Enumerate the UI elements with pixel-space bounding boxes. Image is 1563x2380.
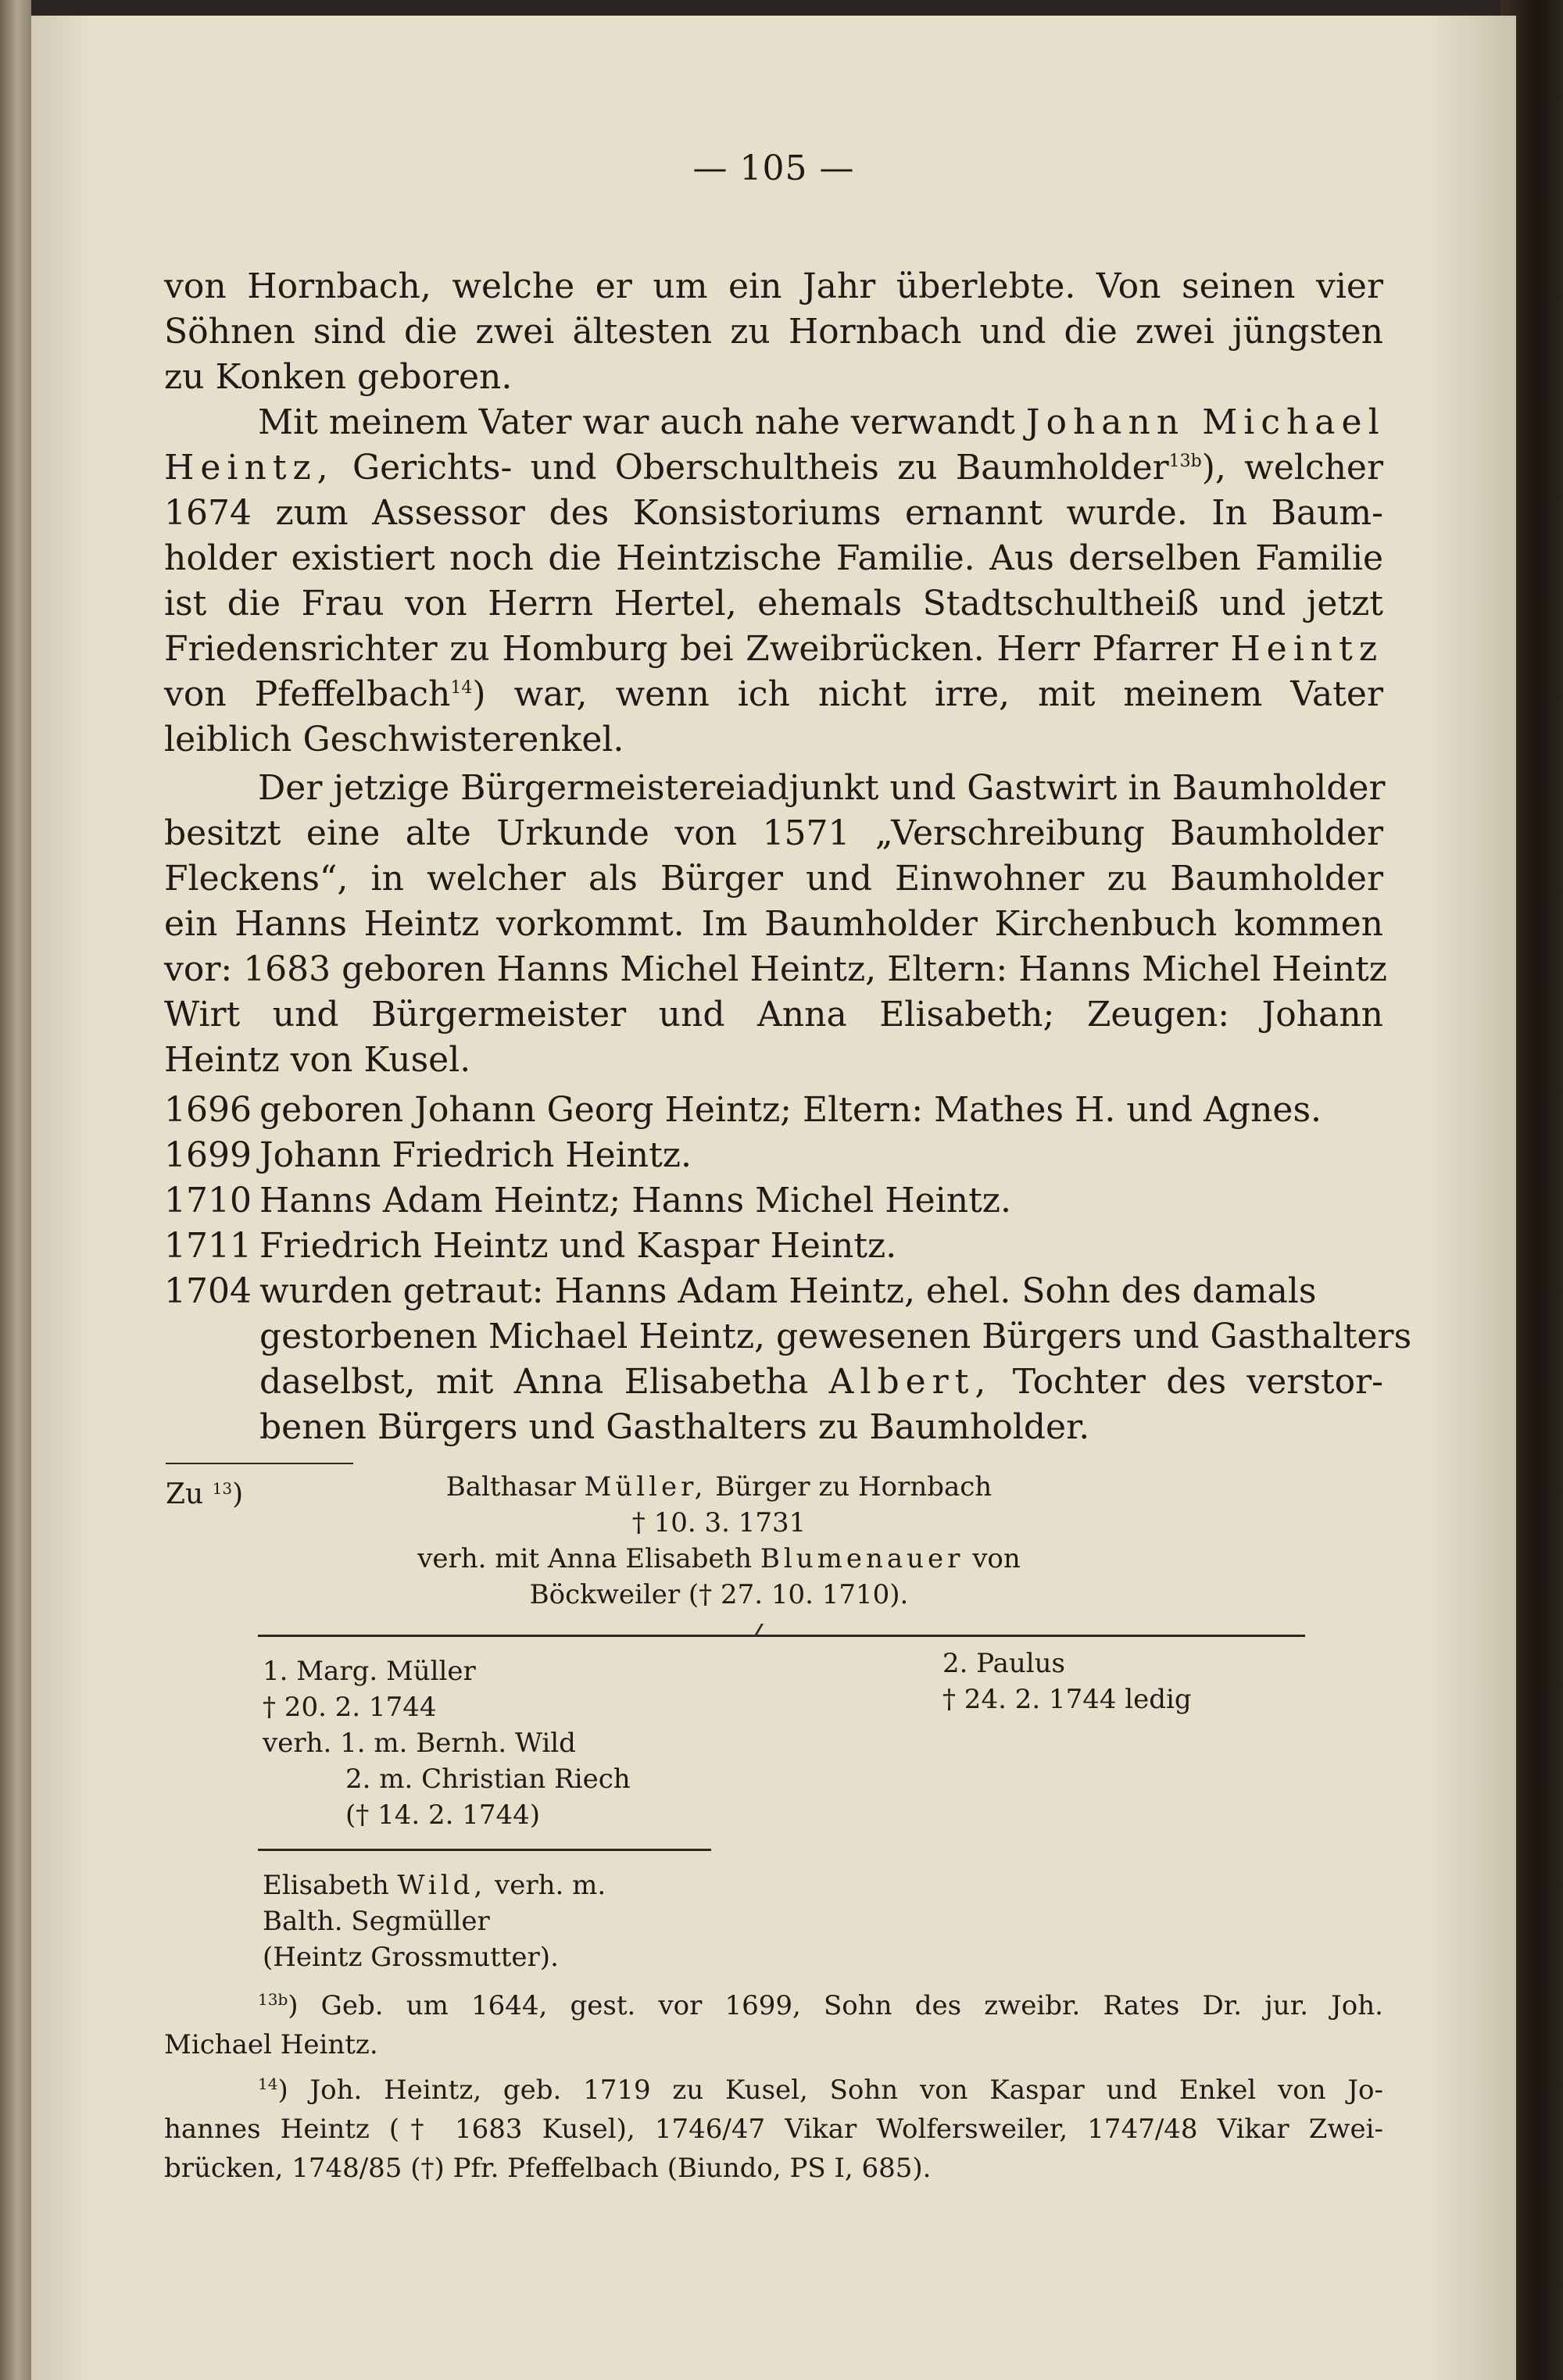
entry-year: 1696 <box>164 1090 252 1130</box>
text-line: holder existiert noch die Heintzische Familie. Aus derselben Familie <box>164 538 1383 578</box>
text-line: Fleckens“, in welcher als Bürger und Einwohner zu Baumholder <box>164 859 1383 899</box>
footnote-14 <box>258 2071 1383 2110</box>
footnote-14-cont: brücken, 1748/85 (†) Pfr. Pfeffelbach (Biundo, PS I, 685). <box>164 2153 932 2184</box>
text-fragment: ) <box>232 1478 244 1510</box>
genealogy-root <box>328 1469 1110 1505</box>
footnote-ref: 14 <box>450 678 473 698</box>
text-line: Der jetzige Bürgermeistereiadjunkt und Gastwirt in Baumholder <box>258 768 1386 808</box>
text-line: leiblich Geschwisterenkel. <box>164 720 624 759</box>
year-entry <box>164 1088 1383 1133</box>
text-line: ein Hanns Heintz vorkommt. Im Baumholder Kirchenbuch kommen <box>164 904 1383 944</box>
spaced-name: Wild, <box>397 1870 487 1901</box>
entry-text: wurden getraut: Hanns Adam Heintz, ehel. Sohn des damals <box>259 1271 1317 1311</box>
entry-year: 1699 <box>164 1135 252 1175</box>
genealogy-root-marriage-2: Böckweiler († 27. 10. 1710). <box>529 1579 909 1610</box>
genealogy-child-line: 2. m. Christian Riech <box>345 1764 631 1795</box>
book-spine-edge <box>0 0 31 2380</box>
text-line <box>164 445 1383 491</box>
text-line: Söhnen sind die zwei ältesten zu Hornbach und die zwei jüngsten <box>164 312 1383 352</box>
text-fragment: daselbst, mit Anna Elisabetha <box>259 1362 809 1402</box>
footnote-separator <box>166 1463 353 1464</box>
text-fragment: ) Geb. um 1644, gest. vor 1699, Sohn des zweibr. Rates Dr. jur. Joh. <box>288 1990 1383 2021</box>
text-fragment: Bürger zu Hornbach <box>715 1471 993 1503</box>
genealogy-bracket-line <box>258 1635 1305 1637</box>
text-line <box>164 672 1383 717</box>
entry-text: Friedrich Heintz und Kaspar Heintz. <box>259 1226 897 1266</box>
text-line: benen Bürgers und Gasthalters zu Baumholder. <box>259 1407 1090 1447</box>
genealogy-grandchild <box>263 1867 606 1903</box>
text-fragment: Zu <box>166 1478 213 1510</box>
footnote-ref: 13b <box>1168 452 1202 471</box>
text-line: besitzt eine alte Urkunde von 1571 „Verschreibung Baumholder <box>164 813 1383 853</box>
genealogy-root-death: † 10. 3. 1731 <box>631 1507 807 1538</box>
spaced-name: Albert, <box>828 1362 993 1402</box>
text-fragment: Gerichts- und Oberschultheis zu Baumholder <box>352 448 1169 488</box>
text-fragment: Mit meinem Vater war auch nahe verwandt <box>258 402 1015 442</box>
spaced-name: Müller, <box>584 1471 707 1503</box>
text-fragment: Tochter des verstor- <box>1012 1362 1383 1402</box>
genealogy-bracket-tick <box>755 1624 779 1635</box>
genealogy-child-line: verh. 1. m. Bernh. Wild <box>263 1728 576 1759</box>
text-fragment: Friedensrichter zu Homburg bei Zweibrücken. Herr Pfarrer <box>164 629 1218 669</box>
entry-year: 1704 <box>164 1271 252 1311</box>
spaced-name: Johann Michael <box>1025 402 1386 442</box>
genealogy-grandchild-line: (Heintz Grossmutter). <box>263 1942 559 1973</box>
entry-year: 1710 <box>164 1181 252 1220</box>
genealogy-reference <box>166 1477 243 1513</box>
text-line: 1674 zum Assessor des Konsistoriums ernannt wurde. In Baum- <box>164 493 1383 533</box>
entry-year: 1711 <box>164 1226 252 1266</box>
text-line: von Hornbach, welche er um ein Jahr überlebte. Von seinen vier <box>164 266 1383 306</box>
text-line: Heintz von Kusel. <box>164 1040 471 1080</box>
genealogy-root-marriage <box>328 1541 1110 1577</box>
text-fragment: ), welcher <box>1201 448 1384 488</box>
spaced-name: Heintz, <box>164 448 334 488</box>
footnote-mark: 13b <box>258 1990 288 2009</box>
text-fragment: verh. m. <box>495 1870 606 1901</box>
text-fragment: verh. mit Anna Elisabeth <box>417 1543 753 1574</box>
footnote-14-cont: hannes Heintz († 1683 Kusel), 1746/47 Vikar Wolfersweiler, 1747/48 Vikar Zwei- <box>164 2114 1383 2145</box>
text-fragment: von Pfeffelbach <box>164 674 451 714</box>
entry-text: Johann Friedrich Heintz. <box>259 1135 692 1175</box>
genealogy-bracket-line <box>258 1849 711 1851</box>
year-entry <box>164 1133 1383 1178</box>
text-fragment: von <box>972 1543 1021 1574</box>
text-fragment: Balthasar <box>445 1471 576 1503</box>
footnote-13b <box>258 1986 1383 2025</box>
text-line <box>164 627 1383 672</box>
genealogy-child-line: 1. Marg. Müller <box>263 1656 476 1687</box>
book-page <box>31 16 1516 2380</box>
text-line: zu Konken geboren. <box>164 357 513 397</box>
genealogy-child-line: † 20. 2. 1744 <box>263 1692 437 1723</box>
footnote-ref: 13 <box>212 1479 233 1498</box>
text-fragment: ) war, wenn ich nicht irre, mit meinem Vater <box>472 674 1383 714</box>
footnote-13b-cont: Michael Heintz. <box>164 2029 378 2060</box>
text-line <box>259 1360 1383 1405</box>
year-entry <box>164 1269 1383 1314</box>
spaced-name: Blumenauer <box>760 1543 964 1574</box>
text-line: Wirt und Bürgermeister und Anna Elisabeth; Zeugen: Johann <box>164 995 1383 1035</box>
text-fragment: ) Joh. Heintz, geb. 1719 zu Kusel, Sohn von Kaspar und Enkel von Jo- <box>277 2074 1383 2106</box>
year-entry <box>164 1178 1383 1224</box>
page-number: — 105 — <box>692 148 855 188</box>
year-entry <box>164 1224 1383 1269</box>
text-line: vor: 1683 geboren Hanns Michel Heintz, Eltern: Hanns Michel Heintz <box>164 949 1387 989</box>
genealogy-grandchild-line: Balth. Segmüller <box>263 1906 490 1937</box>
genealogy-child-line: † 24. 2. 1744 ledig <box>942 1684 1192 1715</box>
genealogy-child-line: († 14. 2. 1744) <box>345 1799 540 1831</box>
genealogy-child-line: 2. Paulus <box>942 1648 1065 1679</box>
footnote-mark: 14 <box>258 2074 278 2093</box>
entry-text: geboren Johann Georg Heintz; Eltern: Mathes H. und Agnes. <box>259 1090 1322 1130</box>
text-line: ist die Frau von Herrn Hertel, ehemals Stadtschultheiß und jetzt <box>164 584 1383 624</box>
entry-text: Hanns Adam Heintz; Hanns Michel Heintz. <box>259 1181 1011 1220</box>
spaced-name: Heintz <box>1230 629 1383 669</box>
text-line: gestorbenen Michael Heintz, gewesenen Bürgers und Gasthalters <box>259 1317 1412 1356</box>
text-line <box>258 400 1386 445</box>
text-fragment: Elisabeth <box>263 1870 389 1901</box>
